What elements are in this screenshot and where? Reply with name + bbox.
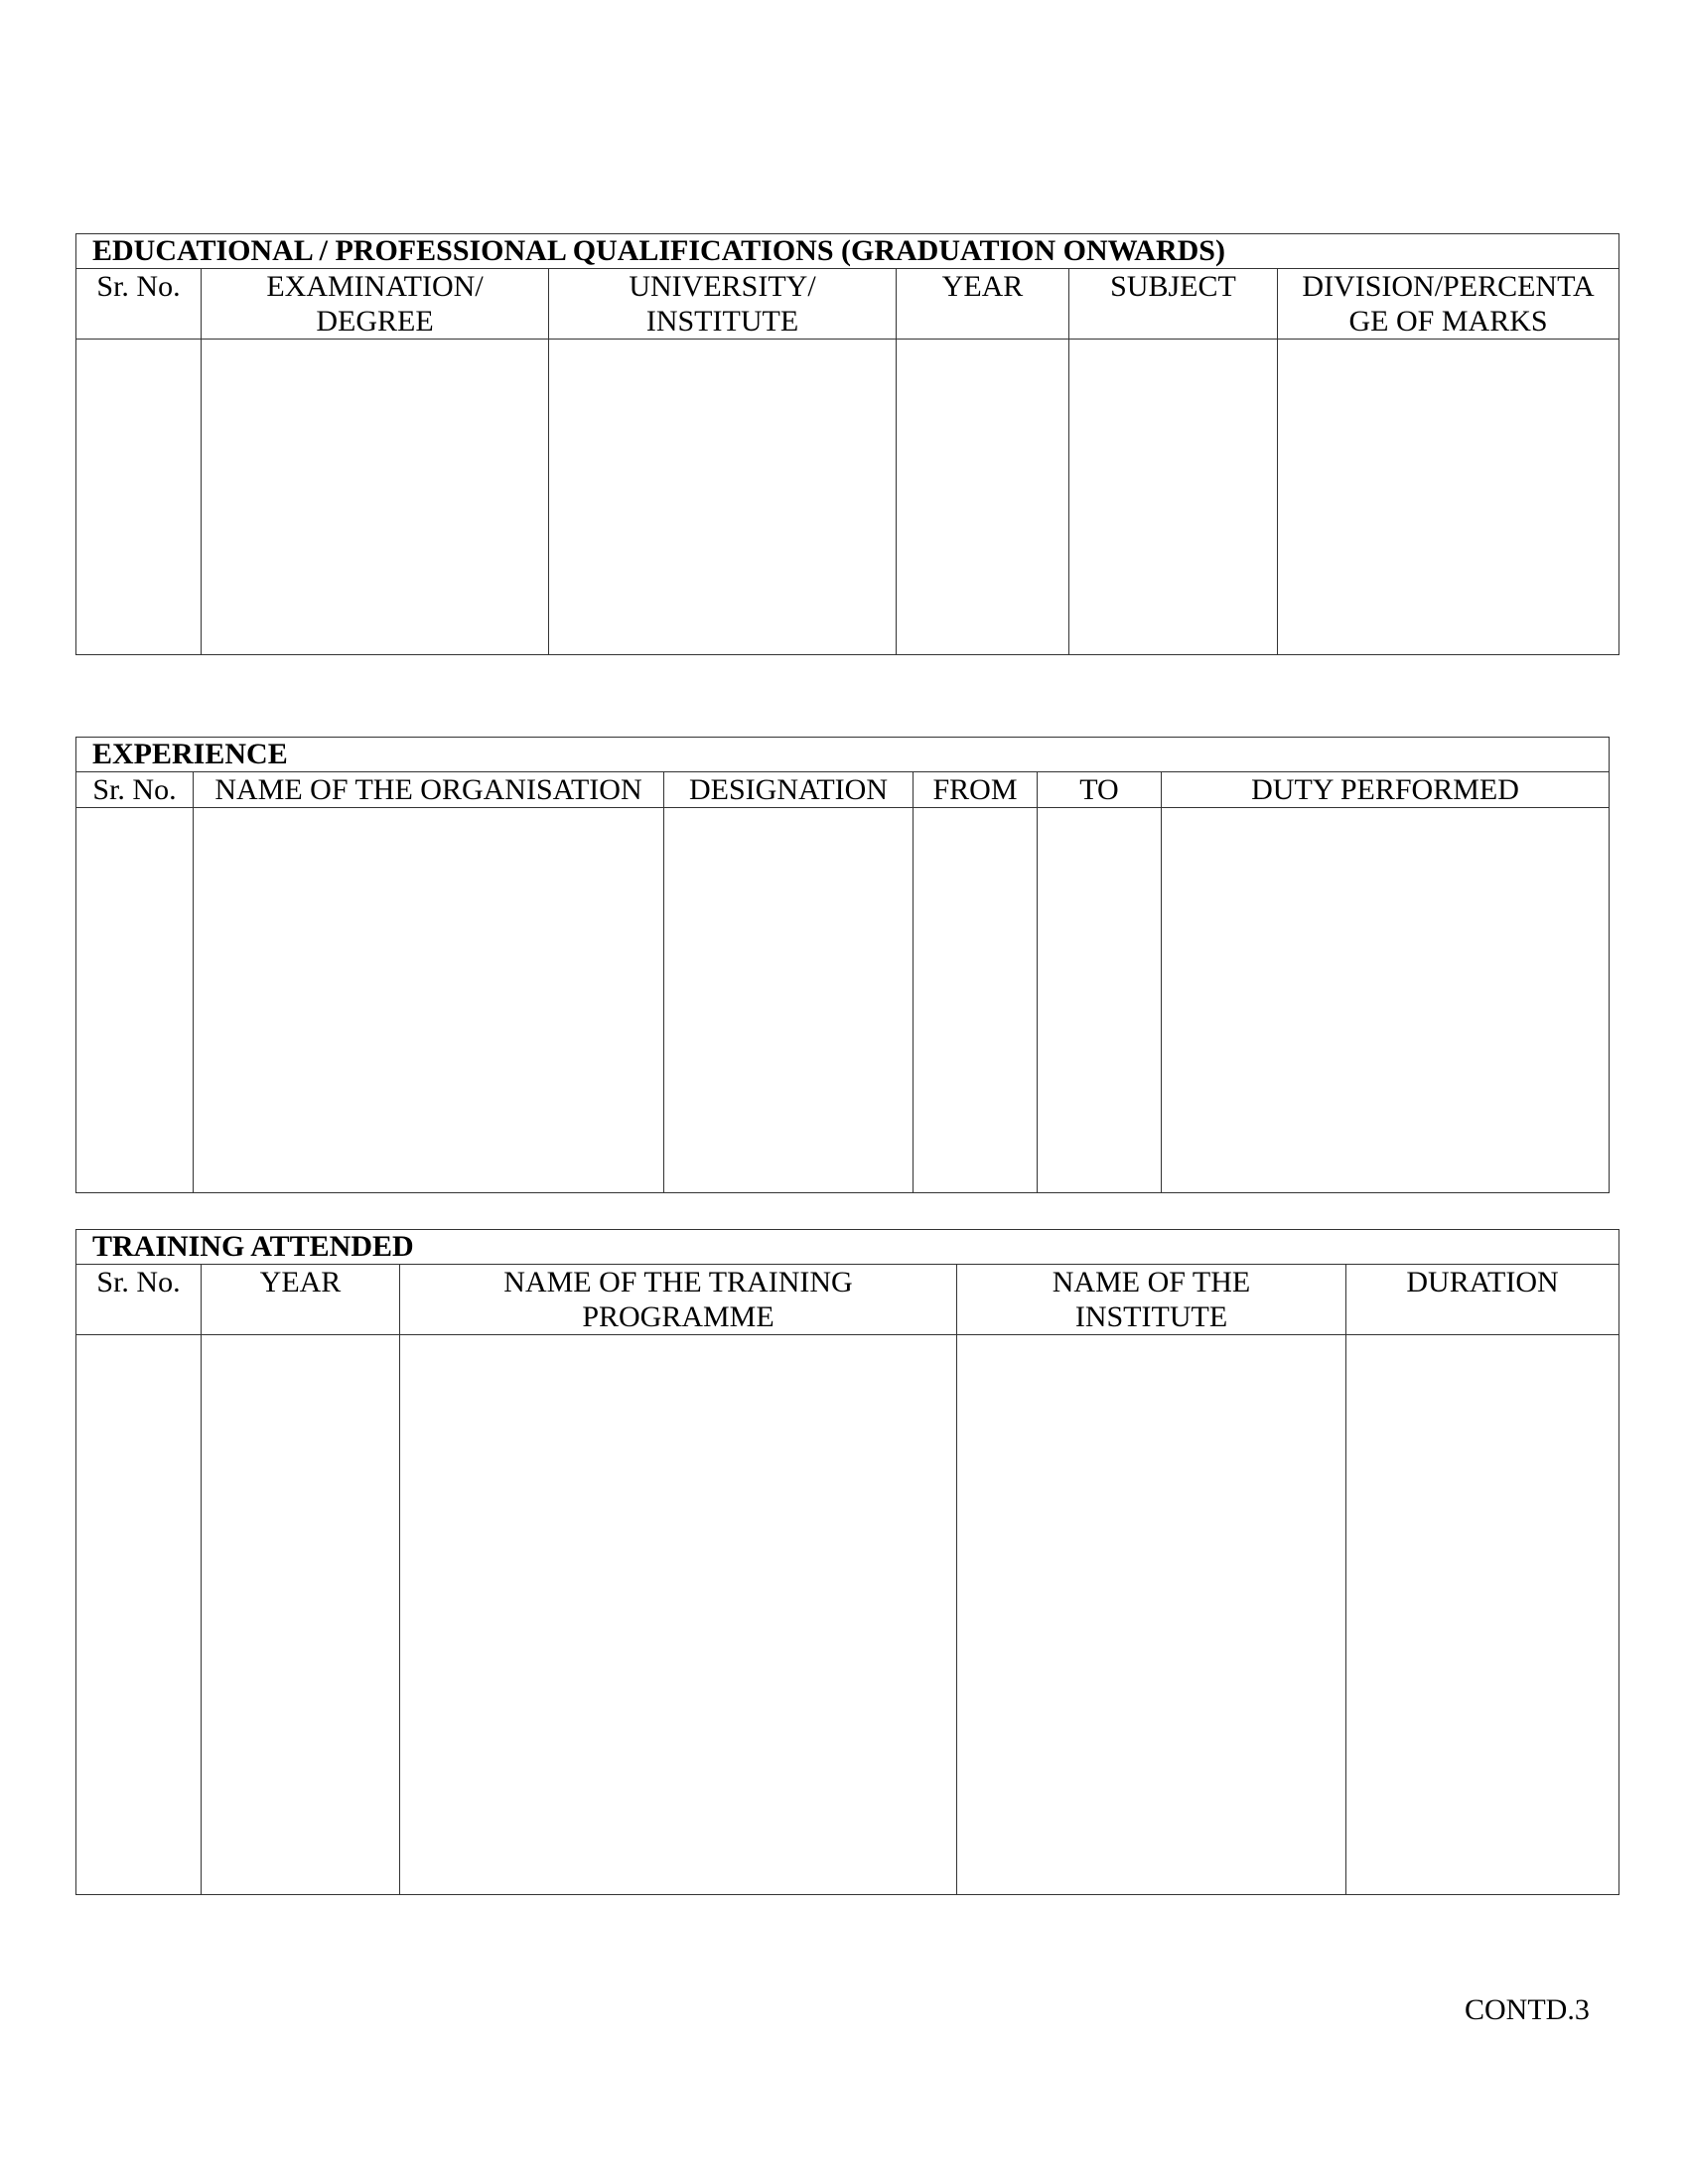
education-entry-sr-no[interactable] xyxy=(76,340,202,655)
experience-table xyxy=(75,737,1610,1193)
continued-page-marker: CONTD.3 xyxy=(1465,1993,1590,2026)
experience-entry-from[interactable] xyxy=(914,808,1038,1193)
programme-line2: PROGRAMME xyxy=(582,1300,774,1333)
education-table xyxy=(75,233,1619,655)
experience-entry-designation[interactable] xyxy=(664,808,914,1193)
university-line1: UNIVERSITY/ xyxy=(629,270,816,303)
education-entry-university[interactable] xyxy=(549,340,897,655)
training-col-sr-no: Sr. No. xyxy=(76,1265,202,1335)
education-col-sr-no: Sr. No. xyxy=(76,269,202,340)
education-entry-year[interactable] xyxy=(897,340,1069,655)
education-col-examination xyxy=(202,269,549,340)
experience-col-duty: DUTY PERFORMED xyxy=(1162,772,1610,808)
experience-col-from: FROM xyxy=(914,772,1038,808)
experience-entry-duty[interactable] xyxy=(1162,808,1610,1193)
experience-col-designation: DESIGNATION xyxy=(664,772,914,808)
training-col-institute xyxy=(957,1265,1346,1335)
programme-line1: NAME OF THE TRAINING xyxy=(503,1266,853,1298)
experience-col-organisation: NAME OF THE ORGANISATION xyxy=(194,772,664,808)
training-entry-duration[interactable] xyxy=(1346,1335,1619,1895)
training-col-programme xyxy=(400,1265,957,1335)
experience-col-to: TO xyxy=(1038,772,1162,808)
experience-entry-to[interactable] xyxy=(1038,808,1162,1193)
university-line2: INSTITUTE xyxy=(645,305,799,338)
examination-line2: DEGREE xyxy=(316,305,434,338)
training-entry-programme[interactable] xyxy=(400,1335,957,1895)
training-table xyxy=(75,1229,1619,1895)
institute-line1: NAME OF THE xyxy=(1052,1266,1251,1298)
training-title: TRAINING ATTENDED xyxy=(76,1230,1619,1265)
experience-col-sr-no: Sr. No. xyxy=(76,772,194,808)
experience-entry-sr-no[interactable] xyxy=(76,808,194,1193)
education-col-subject: SUBJECT xyxy=(1069,269,1278,340)
education-title: EDUCATIONAL / PROFESSIONAL QUALIFICATIONS (GRADUATION ONWARDS) xyxy=(76,234,1619,269)
education-entry-examination[interactable] xyxy=(202,340,549,655)
education-entry-subject[interactable] xyxy=(1069,340,1278,655)
experience-entry-organisation[interactable] xyxy=(194,808,664,1193)
institute-line2: INSTITUTE xyxy=(1074,1300,1228,1333)
training-entry-year[interactable] xyxy=(202,1335,400,1895)
experience-title: EXPERIENCE xyxy=(76,738,1610,772)
training-col-year: YEAR xyxy=(202,1265,400,1335)
education-col-university xyxy=(549,269,897,340)
training-col-duration: DURATION xyxy=(1346,1265,1619,1335)
education-col-division xyxy=(1278,269,1619,340)
examination-line1: EXAMINATION/ xyxy=(266,270,484,303)
education-col-year: YEAR xyxy=(897,269,1069,340)
training-entry-sr-no[interactable] xyxy=(76,1335,202,1895)
division-line2: GE OF MARKS xyxy=(1348,305,1548,338)
division-line1: DIVISION/PERCENTA xyxy=(1302,270,1595,303)
education-entry-division[interactable] xyxy=(1278,340,1619,655)
training-entry-institute[interactable] xyxy=(957,1335,1346,1895)
